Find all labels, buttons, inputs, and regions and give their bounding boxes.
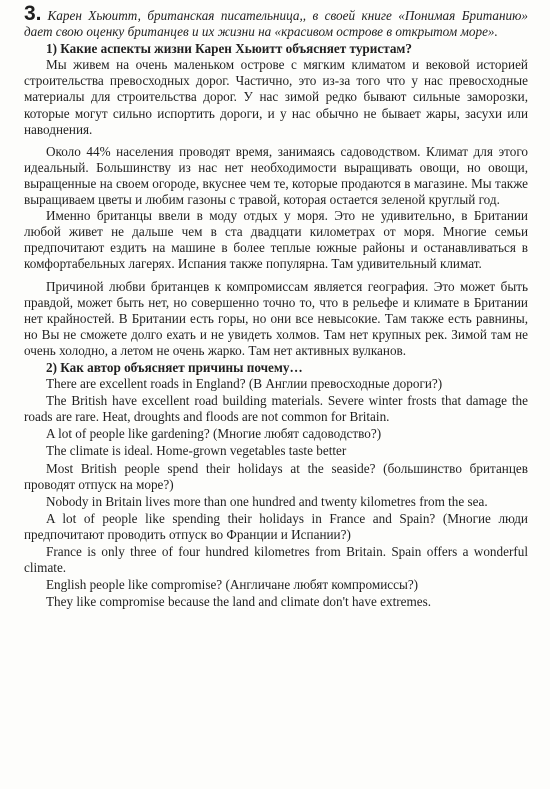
paragraph-gardening: Около 44% населения проводят время, занимаясь садоводством. Климат для этого идеальный. Большинству из нас нет необходимости выращивать овощи, но овощи, выращенные на своем огороде, вкуснее чем те, которые продаются в магазине. Мы также выращиваем цветы и любим газоны с травой, которая остается зеленой круглый год. — [24, 143, 528, 208]
answer-line: France is only three of four hundred kilometres from Britain. Spain offers a wonderful climate. — [24, 544, 528, 576]
question-1: 1) Какие аспекты жизни Карен Хьюитт объясняет туристам? — [46, 41, 413, 57]
answer-line: There are excellent roads in England? (В Англии превосходные дороги?) — [46, 376, 443, 392]
answer-line: Most British people spend their holidays at the seaside? (большинство британцев проводят отпуск на море?) — [24, 460, 528, 492]
paragraph-roads: Мы живем на очень маленьком острове с мягким климатом и вековой историей строительства превосходных дорог. Частично, это из-за того что у нас превосходные материалы для строительства дорог. У нас зимой редко бывают сильные заморозки, которые могут сильно испортить дороги, и у нас обычно не бывает жары, засухи или наводнения. — [24, 57, 528, 137]
page-content — [24, 2, 528, 610]
answer-line: Nobody in Britain lives more than one hundred and twenty kilometres from the sea. — [46, 493, 488, 509]
paragraph-compromise: Причиной любви британцев к компромиссам является география. Это может быть правдой, может быть нет, но совершенно точно то, что в рельефе и климате в Британии нет крайностей. В Британии есть горы, но они все невысокие. Там также есть равнины, но Вы не сможете долго ехать и не увидеть холмов. Там нет крупных рек. Зимой там не очень холодно, а летом не очень жарко. Там нет активных вулканов. — [24, 278, 528, 358]
answer-line: The British have excellent road building materials. Severe winter frosts that damage the roads are rare. Heat, droughts and floods are not common for Britain. — [24, 393, 528, 425]
answer-line: They like compromise because the land and climate don't have extremes. — [46, 594, 432, 610]
answer-line: English people like compromise? (Англичане любят компромиссы?) — [46, 577, 419, 593]
paragraph-seaside: Именно британцы ввели в моду отдых у моря. Это не удивительно, в Британии любой живет не дальше чем в ста двадцати километрах от моря. Многие семьи предпочитают ездить на машине в более теплые южные районы и останавливаться в комфортабельных лагерях. Испания также популярна. Там удивительный климат. — [24, 208, 528, 272]
answer-line: A lot of people like spending their holidays in France and Spain? (Многие люди предпочитают проводить отпуск во Франции и Испании?) — [24, 510, 528, 542]
answer-line: A lot of people like gardening? (Многие любят садоводство?) — [46, 426, 382, 442]
task-intro: Карен Хьюитт, британская писательница,, в своей книге «Понимая Британию» дает свою оценку британцев и их жизни на «красивом острове в открытом море». — [24, 8, 528, 40]
answer-line: The climate is ideal. Home-grown vegetables taste better — [46, 443, 347, 459]
question-2: 2) Как автор объясняет причины почему… — [46, 359, 303, 375]
task-header — [24, 2, 528, 40]
task-number: 3. — [24, 2, 42, 25]
